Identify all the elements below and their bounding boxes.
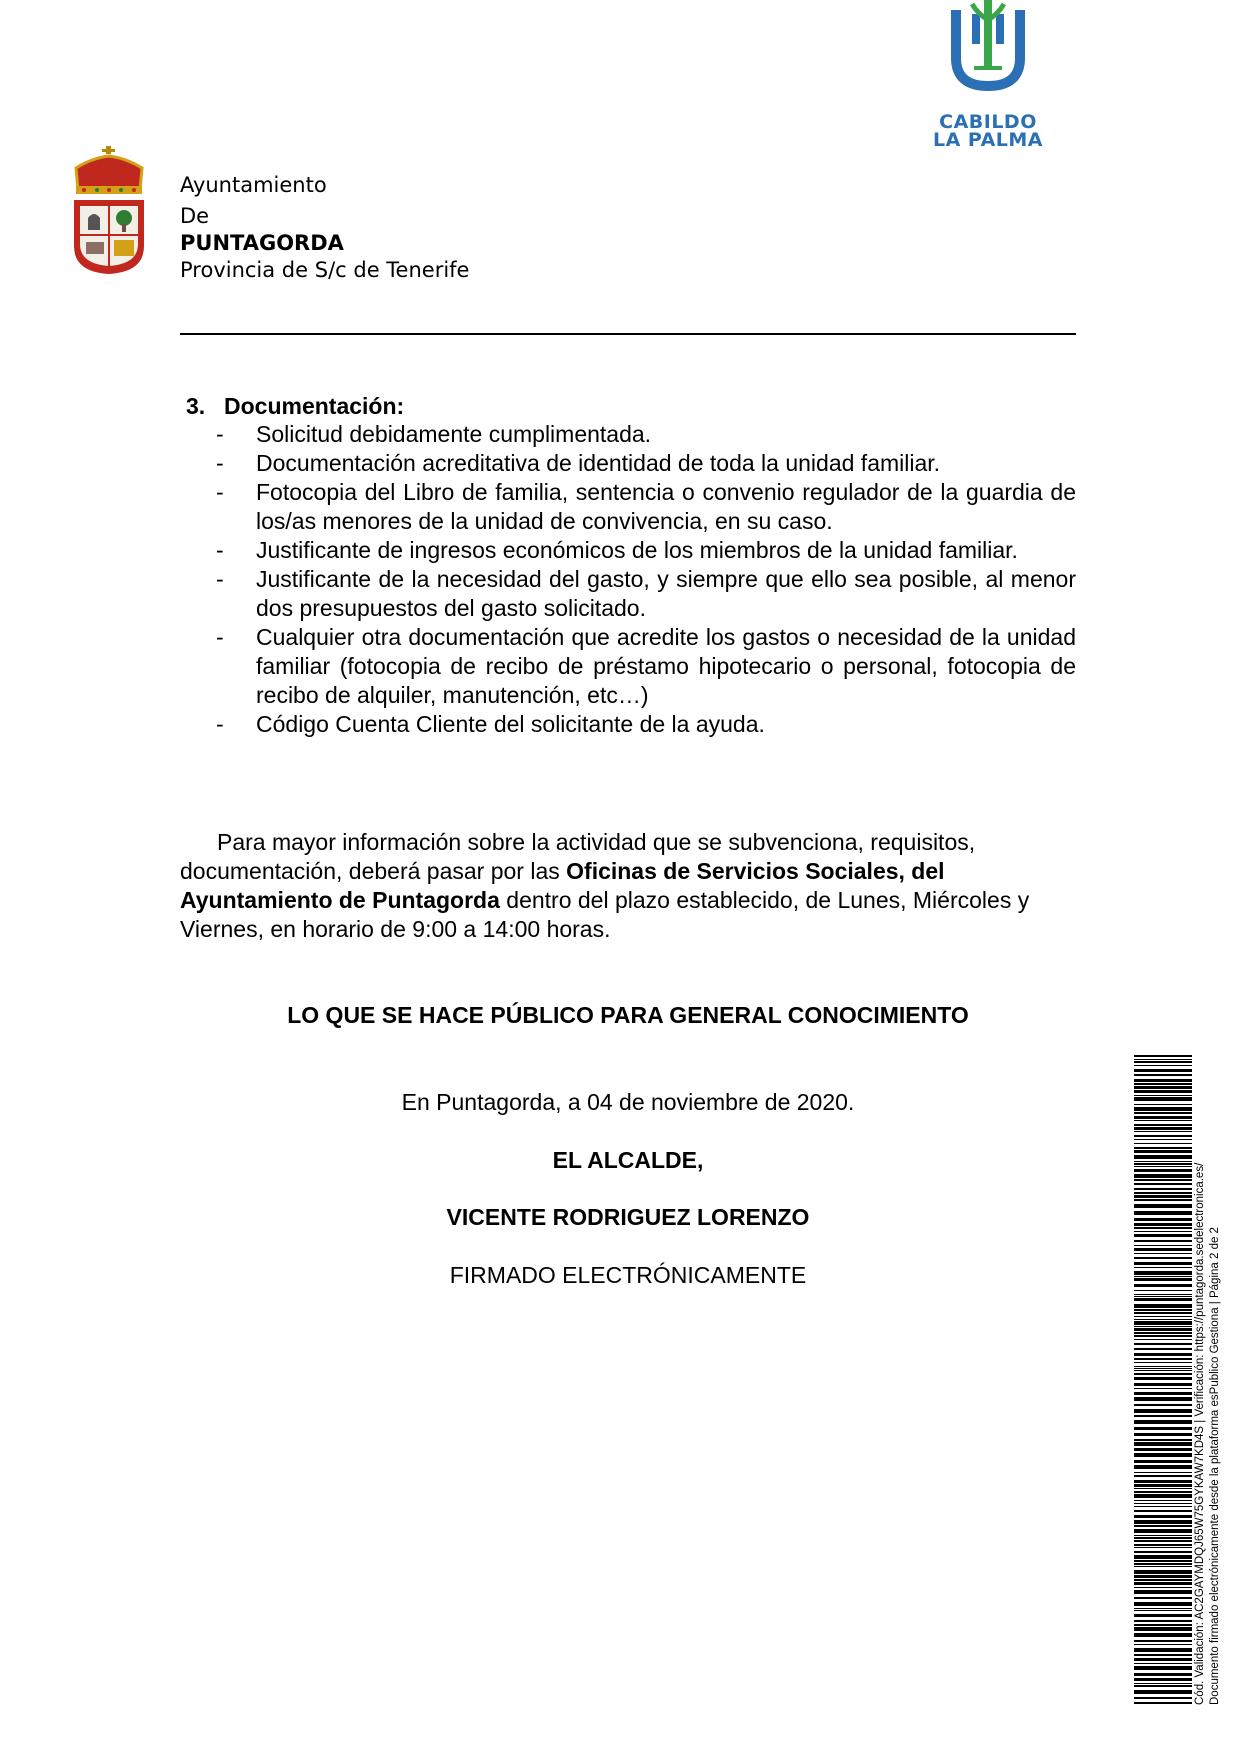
date-line: En Puntagorda, a 04 de noviembre de 2020.: [401, 1089, 855, 1115]
barcode-bar: [1134, 1095, 1192, 1096]
barcode-bar: [1134, 1278, 1192, 1281]
barcode-bar: [1134, 1472, 1192, 1473]
barcode-bar: [1134, 1633, 1192, 1637]
barcode-bar: [1134, 1460, 1192, 1463]
barcode-bar: [1134, 1590, 1192, 1594]
verification-text: [1193, 1055, 1240, 1705]
cabildo-line1: CABILDO: [939, 111, 1037, 133]
barcode-bar: [1134, 1377, 1192, 1380]
barcode-bar: [1134, 1326, 1192, 1327]
info-text-bold: Oficinas de Servicios Sociales, del Ayuntamiento de Puntagorda: [180, 858, 945, 913]
barcode-bar: [1134, 1510, 1192, 1512]
barcode-bar: [1134, 1240, 1192, 1242]
barcode-bar: [1134, 1135, 1192, 1137]
barcode-bar: [1134, 1139, 1192, 1140]
barcode-bar: [1134, 1358, 1192, 1360]
list-bullet: -: [216, 566, 224, 592]
barcode-bar: [1134, 1183, 1192, 1185]
barcode-bar: [1134, 1294, 1192, 1295]
barcode-bar: [1134, 1551, 1192, 1553]
signed-electronically: FIRMADO ELECTRÓNICAMENTE: [449, 1262, 807, 1288]
barcode-bar: [1134, 1525, 1192, 1527]
header-line-ayuntamiento: Ayuntamiento: [180, 173, 327, 197]
cabildo-la-palma-logo-icon: [948, 0, 1028, 92]
barcode-bar: [1134, 1059, 1192, 1060]
verification-line1: Cód. Validación: AC2GAYMDQJ65W75GYKAW7KD4S | Verificación: https://puntagorda.sedelectronica.es/: [1194, 1162, 1206, 1705]
signer-role: EL ALCALDE,: [552, 1147, 704, 1173]
barcode-bar: [1134, 1683, 1192, 1684]
barcode-bar: [1134, 1316, 1192, 1317]
barcode-bar: [1134, 1271, 1192, 1275]
list-bullet: -: [216, 450, 224, 476]
list-bullet: -: [216, 537, 224, 563]
barcode-bar: [1134, 1061, 1192, 1063]
barcode-bar: [1134, 1575, 1192, 1578]
barcode-bar: [1134, 1335, 1192, 1337]
header-line-puntagorda: PUNTAGORDA: [180, 231, 344, 255]
barcode-bar: [1134, 1597, 1192, 1599]
cabildo-line2: LA PALMA: [932, 129, 1044, 151]
verification-line2: Documento firmado electrónicamente desde la plataforma esPublico Gestiona | Página 2 de 2: [1209, 1227, 1221, 1705]
barcode-bar: [1134, 1368, 1192, 1369]
barcode-bar: [1134, 1582, 1192, 1585]
public-notice: LO QUE SE HACE PÚBLICO PARA GENERAL CONOCIMIENTO: [287, 1002, 969, 1028]
barcode-bar: [1134, 1147, 1192, 1149]
barcode-bar: [1134, 1420, 1192, 1424]
list-bullet: -: [216, 624, 224, 650]
barcode-bar: [1134, 1223, 1192, 1226]
barcode-bar: [1134, 1124, 1192, 1126]
barcode-bar: [1134, 1383, 1192, 1386]
barcode-bar: [1134, 1166, 1192, 1167]
barcode-bar: [1134, 1218, 1192, 1221]
barcode-bar: [1134, 1397, 1192, 1401]
barcode-bar: [1134, 1195, 1192, 1198]
barcode-bar: [1134, 1065, 1192, 1066]
barcode-bar: [1134, 1312, 1192, 1314]
barcode-bar: [1134, 1547, 1192, 1548]
barcode-bar: [1134, 1602, 1192, 1606]
list-item-text: Fotocopia del Libro de familia, sentencia o convenio regulador de la guardia de los/as menores de la unidad de convivencia, en su caso.: [256, 479, 1076, 534]
barcode-bar: [1134, 1120, 1192, 1121]
barcode-bar: [1134, 1529, 1192, 1533]
barcode-bar: [1134, 1304, 1192, 1308]
barcode-bar: [1134, 1309, 1192, 1311]
barcode-bar: [1134, 1290, 1192, 1291]
barcode-bar: [1134, 1587, 1192, 1588]
barcode-icon: [1134, 1055, 1192, 1705]
barcode-bar: [1134, 1079, 1192, 1082]
barcode-bar: [1134, 1506, 1192, 1507]
list-item: [216, 565, 1076, 623]
barcode-bar: [1134, 1555, 1192, 1559]
barcode-bar: [1134, 1560, 1192, 1562]
barcode-bar: [1134, 1404, 1192, 1406]
section-title: [186, 392, 404, 420]
barcode-bar: [1134, 1433, 1192, 1436]
barcode-bar: [1134, 1409, 1192, 1413]
barcode-bar: [1134, 1127, 1192, 1130]
list-item: [216, 449, 1076, 478]
barcode-bar: [1134, 1624, 1192, 1626]
barcode-bar: [1134, 1370, 1192, 1371]
barcode-bar: [1134, 1448, 1192, 1451]
barcode-bar: [1134, 1690, 1192, 1694]
barcode-bar: [1134, 1150, 1192, 1153]
list-item-text: Justificante de la necesidad del gasto, y siempre que ello sea posible, al menor dos presupuestos del gasto solicitado.: [256, 566, 1076, 621]
list-item-text: Cualquier otra documentación que acredite los gastos o necesidad de la unidad familiar (fotocopia de recibo de préstamo hipotecario o personal, fotocopia de recibo de alquiler, manutención, etc…): [256, 624, 1076, 708]
barcode-bar: [1134, 1620, 1192, 1622]
barcode-bar: [1134, 1627, 1192, 1631]
barcode-bar: [1134, 1663, 1192, 1664]
barcode-bar: [1134, 1211, 1192, 1215]
barcode-bar: [1134, 1204, 1192, 1208]
barcode-bar: [1134, 1143, 1192, 1144]
barcode-bar: [1134, 1442, 1192, 1446]
barcode-bar: [1134, 1155, 1192, 1159]
barcode-bar: [1134, 1392, 1192, 1395]
barcode-bar: [1134, 1520, 1192, 1524]
barcode-bar: [1134, 1373, 1192, 1375]
barcode-bar: [1134, 1494, 1192, 1498]
barcode-bar: [1134, 1339, 1192, 1340]
barcode-bar: [1134, 1678, 1192, 1681]
barcode-bar: [1134, 1199, 1192, 1201]
barcode-bar: [1134, 1666, 1192, 1670]
barcode-bar: [1134, 1644, 1192, 1645]
coat-of-arms-icon: [72, 146, 146, 276]
barcode-bar: [1134, 1614, 1192, 1617]
barcode-bar: [1134, 1540, 1192, 1542]
list-item: [216, 623, 1076, 710]
barcode-bar: [1134, 1648, 1192, 1652]
barcode-bar: [1134, 1610, 1192, 1611]
barcode-bar: [1134, 1234, 1192, 1237]
barcode-bar: [1134, 1267, 1192, 1268]
barcode-bar: [1134, 1608, 1192, 1609]
barcode-bar: [1134, 1248, 1192, 1251]
section-number: 3.: [186, 393, 206, 419]
barcode-bar: [1134, 1343, 1192, 1345]
barcode-bar: [1134, 1074, 1192, 1076]
documentation-list: [216, 420, 1076, 739]
barcode-bar: [1134, 1348, 1192, 1350]
list-item-text: Documentación acreditativa de identidad de toda la unidad familiar.: [256, 450, 941, 476]
barcode-bar: [1134, 1163, 1192, 1165]
barcode-bar: [1134, 1475, 1192, 1477]
barcode-bar: [1134, 1465, 1192, 1469]
list-item: [216, 478, 1076, 536]
info-text-part2: dentro del plazo establecido, de Lunes, Miércoles y Viernes, en horario de 9:00 a 14:00 horas.: [180, 887, 1030, 942]
list-item: [216, 536, 1076, 565]
barcode-bar: [1134, 1253, 1192, 1254]
barcode-bar: [1134, 1579, 1192, 1581]
header-line-de: De: [180, 204, 210, 228]
barcode-bar: [1134, 1131, 1192, 1132]
barcode-bar: [1134, 1570, 1192, 1574]
barcode-bar: [1134, 1257, 1192, 1259]
barcode-bar: [1134, 1083, 1192, 1085]
barcode-bar: [1134, 1284, 1192, 1287]
barcode-bar: [1134, 1069, 1192, 1072]
barcode-bar: [1134, 1537, 1192, 1539]
section-title-text: Documentación:: [224, 393, 405, 419]
barcode-bar: [1134, 1702, 1192, 1704]
barcode-bar: [1134, 1169, 1192, 1172]
barcode-bar: [1134, 1544, 1192, 1546]
barcode-bar: [1134, 1188, 1192, 1190]
barcode-bar: [1134, 1097, 1192, 1101]
barcode-bar: [1134, 1262, 1192, 1265]
barcode-bar: [1134, 1321, 1192, 1325]
barcode-bar: [1134, 1640, 1192, 1642]
barcode-bar: [1134, 1566, 1192, 1567]
barcode-bar: [1134, 1427, 1192, 1430]
list-item-text: Solicitud debidamente cumplimentada.: [256, 421, 652, 447]
barcode-bar: [1134, 1353, 1192, 1356]
barcode-bar: [1134, 1161, 1192, 1162]
barcode-bar: [1134, 1090, 1192, 1093]
barcode-bar: [1134, 1480, 1192, 1483]
info-text-part1: Para mayor información sobre la actividad que se subvenciona, requisitos, documentación, deberá pasar por las: [180, 829, 976, 884]
list-item-text: Código Cuenta Cliente del solicitante de la ayuda.: [256, 711, 765, 737]
barcode-bar: [1134, 1245, 1192, 1246]
barcode-bar: [1134, 1296, 1192, 1297]
barcode-bar: [1134, 1658, 1192, 1661]
barcode-bar: [1134, 1415, 1192, 1417]
barcode-bar: [1134, 1515, 1192, 1518]
barcode-bar: [1134, 1298, 1192, 1301]
info-paragraph: [180, 828, 1080, 944]
barcode-bar: [1134, 1388, 1192, 1389]
barcode-bar: [1134, 1453, 1192, 1457]
barcode-bar: [1134, 1227, 1192, 1229]
barcode-bar: [1134, 1055, 1192, 1057]
list-item-text: Justificante de ingresos económicos de los miembros de la unidad familiar.: [256, 537, 1018, 563]
list-item: [216, 420, 1076, 449]
barcode-bar: [1134, 1086, 1192, 1089]
barcode-bar: [1134, 1231, 1192, 1232]
barcode-bar: [1134, 1535, 1192, 1536]
barcode-bar: [1134, 1319, 1192, 1320]
barcode-bar: [1134, 1116, 1192, 1119]
barcode-bar: [1134, 1174, 1192, 1178]
barcode-bar: [1134, 1439, 1192, 1441]
list-bullet: -: [216, 479, 224, 505]
barcode-bar: [1134, 1697, 1192, 1699]
list-item: [216, 710, 1076, 739]
barcode-bar: [1134, 1328, 1192, 1331]
barcode-bar: [1134, 1563, 1192, 1565]
barcode-bar: [1134, 1276, 1192, 1277]
list-bullet: -: [216, 711, 224, 737]
barcode-bar: [1134, 1362, 1192, 1363]
barcode-bar: [1134, 1484, 1192, 1487]
barcode-bar: [1134, 1673, 1192, 1676]
header-line-provincia: Provincia de S/c de Tenerife: [180, 258, 470, 282]
header-divider: [180, 333, 1076, 335]
barcode-bar: [1134, 1112, 1192, 1114]
barcode-bar: [1134, 1654, 1192, 1656]
barcode-bar: [1134, 1488, 1192, 1489]
barcode-bar: [1134, 1179, 1192, 1181]
barcode-bar: [1134, 1104, 1192, 1105]
barcode-bar: [1134, 1192, 1192, 1194]
list-bullet: -: [216, 421, 224, 447]
signer-name: VICENTE RODRIGUEZ LORENZO: [446, 1204, 810, 1230]
barcode-bar: [1134, 1491, 1192, 1493]
barcode-bar: [1134, 1107, 1192, 1111]
barcode-bar: [1134, 1332, 1192, 1334]
barcode-bar: [1134, 1685, 1192, 1687]
barcode-bar: [1134, 1500, 1192, 1501]
barcode-bar: [1134, 1366, 1192, 1367]
cabildo-logo: [928, 0, 1048, 152]
barcode-bar: [1134, 1503, 1192, 1504]
